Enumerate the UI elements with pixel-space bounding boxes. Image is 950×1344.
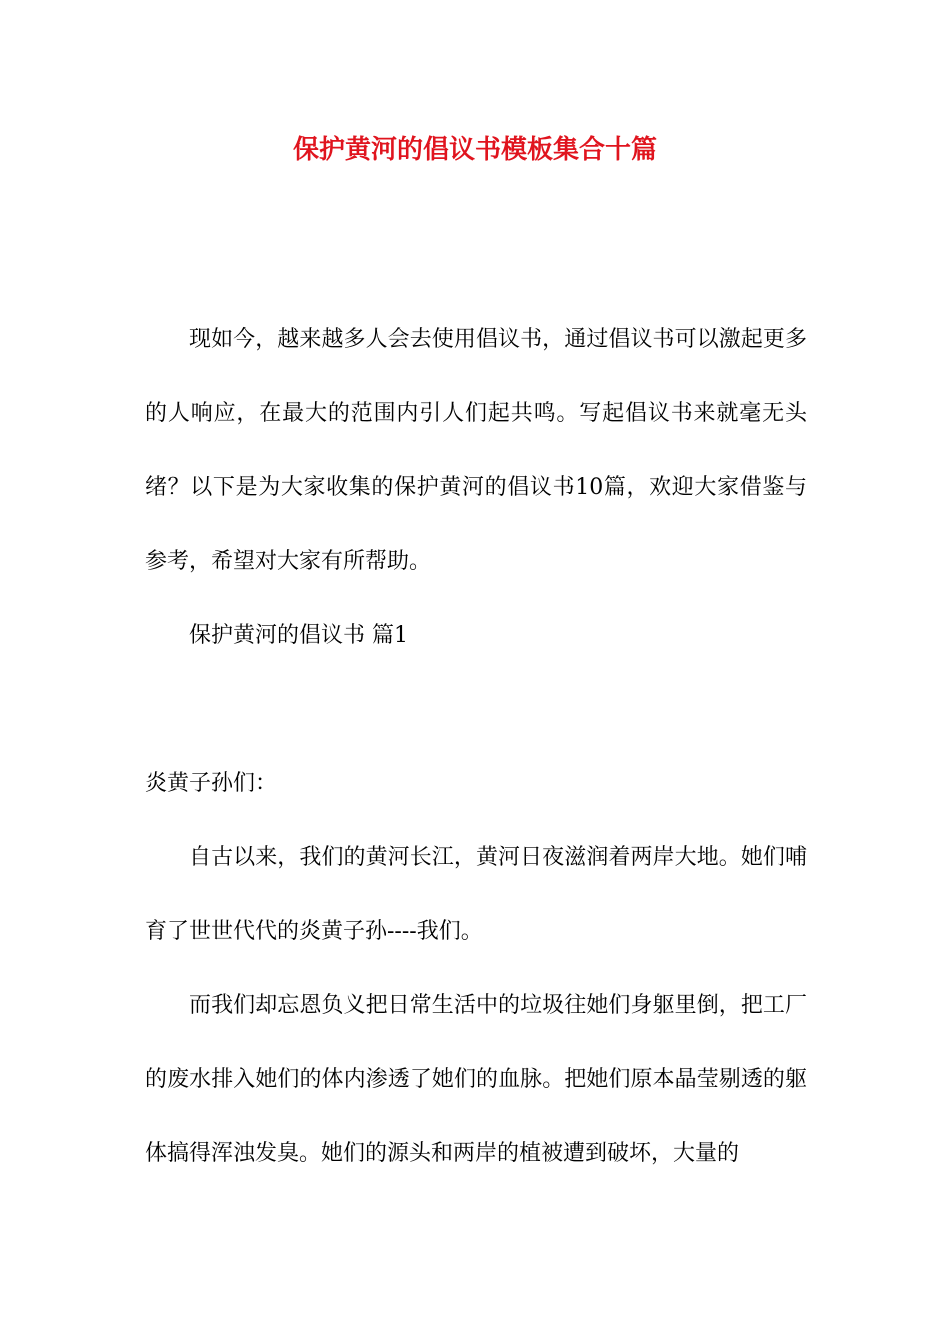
body-paragraph-2: 而我们却忘恩负义把日常生活中的垃圾往她们身躯里倒，把工厂的废水排入她们的体内渗透了她们的血脉。把她们原本晶莹剔透的躯体搞得浑浊发臭。她们的源头和两岸的植被遭到破坏，大量的 xyxy=(145,993,807,1166)
document-title: 保护黄河的倡议书模板集合十篇 xyxy=(292,135,657,165)
salutation: 炎黄子孙们： xyxy=(145,771,278,796)
intro-paragraph: 现如今，越来越多人会去使用倡议书，通过倡议书可以激起更多的人响应，在最大的范围内引人们起共鸣。写起倡议书来就毫无头绪？以下是为大家收集的保护黄河的倡议书10篇，欢迎大家借鉴与参考，希望对大家有所帮助。 xyxy=(145,327,807,574)
body-paragraph-1: 自古以来，我们的黄河长江，黄河日夜滋润着两岸大地。她们哺育了世世代代的炎黄子孙----我们。 xyxy=(145,845,807,944)
section-heading: 保护黄河的倡议书 篇1 xyxy=(189,623,408,648)
